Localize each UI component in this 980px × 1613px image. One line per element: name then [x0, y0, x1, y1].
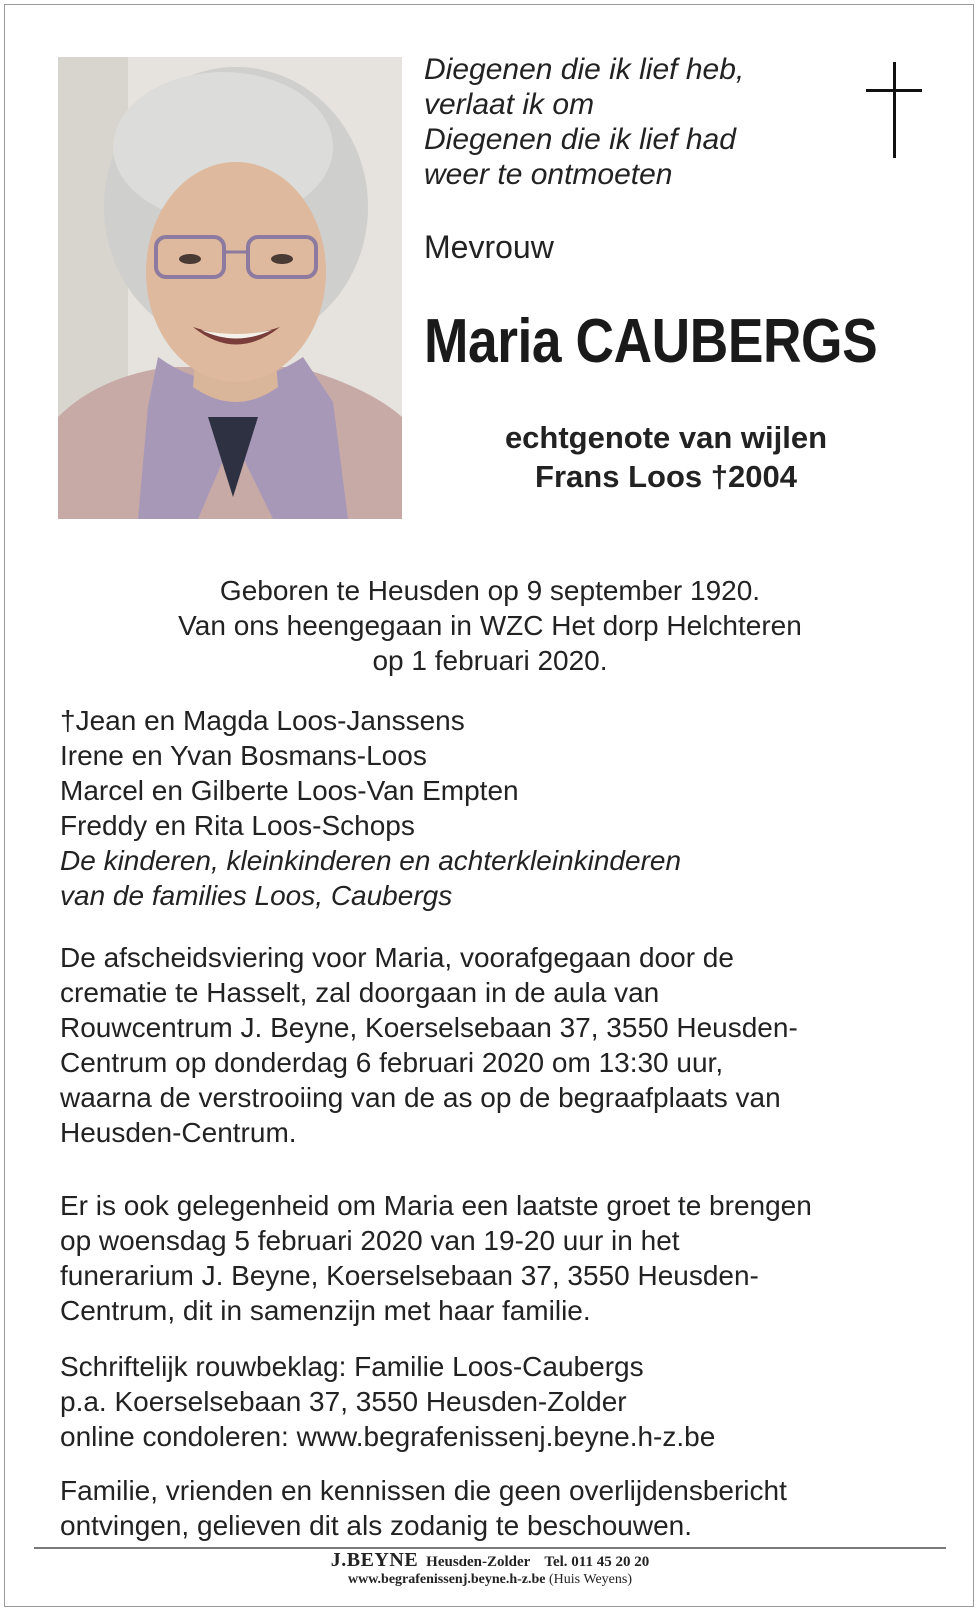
funeral-home-website: www.begrafenissenj.beyne.h-z.be — [347, 1572, 546, 1587]
deceased-name: Maria CAUBERGS — [424, 307, 878, 376]
condole-line: p.a. Koerselsebaan 37, 3550 Heusden-Zolder — [60, 1386, 627, 1417]
birth-death-info — [0, 573, 980, 678]
spouse-line: Frans Loos †2004 — [535, 459, 797, 494]
verse-line: verlaat ik om — [424, 88, 595, 121]
ceremony-line: crematie te Hasselt, zal doorgaan in de aula van — [60, 977, 660, 1008]
family-list — [60, 703, 681, 913]
footer-divider — [34, 1547, 946, 1549]
visit-line: Er is ook gelegenheid om Maria een laatste groet te brengen — [60, 1190, 812, 1221]
family-member: Marcel en Gilberte Loos-Van Empten — [60, 775, 519, 806]
condole-line: online condoleren: www.begrafenissenj.beyne.h-z.be — [60, 1421, 716, 1452]
descendants-line: De kinderen, kleinkinderen en achterkleinkinderen — [60, 845, 682, 876]
ceremony-line: Rouwcentrum J. Beyne, Koerselsebaan 37, 3550 Heusden- — [60, 1012, 798, 1043]
family-member: †Jean en Magda Loos-Janssens — [60, 705, 465, 736]
funeral-home-footer — [0, 1551, 980, 1588]
verse-line: Diegenen die ik lief heb, — [424, 53, 745, 86]
visit-line: funerarium J. Beyne, Koerselsebaan 37, 3550 Heusden- — [60, 1260, 759, 1291]
birth-line: Geboren te Heusden op 9 september 1920. — [219, 575, 761, 606]
spouse-info — [424, 418, 908, 496]
ceremony-line: Centrum op donderdag 6 februari 2020 om 13:30 uur, — [60, 1047, 724, 1078]
visit-line: op woensdag 5 februari 2020 van 19-20 uur in het — [60, 1225, 680, 1256]
family-member: Freddy en Rita Loos-Schops — [60, 810, 415, 841]
birth-line: op 1 februari 2020. — [372, 645, 608, 676]
cross-icon — [866, 62, 922, 158]
funeral-home-location: Heusden-Zolder — [426, 1554, 531, 1570]
verse-line: weer te ontmoeten — [424, 158, 673, 191]
closing-line: ontvingen, gelieven dit als zodanig te beschouwen. — [60, 1510, 692, 1541]
honorific: Mevrouw — [424, 229, 554, 265]
memorial-verse — [424, 52, 744, 192]
verse-line: Diegenen die ik lief had — [424, 123, 736, 156]
ceremony-paragraph — [60, 940, 798, 1150]
funeral-home-brand: J.BEYNE — [330, 1549, 419, 1571]
spouse-line: echtgenote van wijlen — [504, 420, 828, 455]
closing-paragraph — [60, 1473, 787, 1543]
condole-line: Schriftelijk rouwbeklag: Familie Loos-Caubergs — [60, 1351, 644, 1382]
ceremony-line: Heusden-Centrum. — [60, 1117, 297, 1148]
funeral-home-phone: Tel. 011 45 20 20 — [544, 1554, 650, 1570]
closing-line: Familie, vrienden en kennissen die geen overlijdensbericht — [60, 1475, 787, 1506]
condolence-paragraph — [60, 1349, 715, 1454]
funeral-home-note: (Huis Weyens) — [549, 1572, 633, 1587]
ceremony-line: waarna de verstrooiing van de as op de begraafplaats van — [60, 1082, 781, 1113]
visitation-paragraph — [60, 1188, 812, 1328]
family-member: Irene en Yvan Bosmans-Loos — [60, 740, 427, 771]
birth-line: Van ons heengegaan in WZC Het dorp Helchteren — [178, 610, 802, 641]
portrait-photo — [58, 57, 402, 519]
descendants-line: van de families Loos, Caubergs — [60, 880, 453, 911]
ceremony-line: De afscheidsviering voor Maria, voorafgegaan door de — [60, 942, 734, 973]
visit-line: Centrum, dit in samenzijn met haar familie. — [60, 1295, 591, 1326]
